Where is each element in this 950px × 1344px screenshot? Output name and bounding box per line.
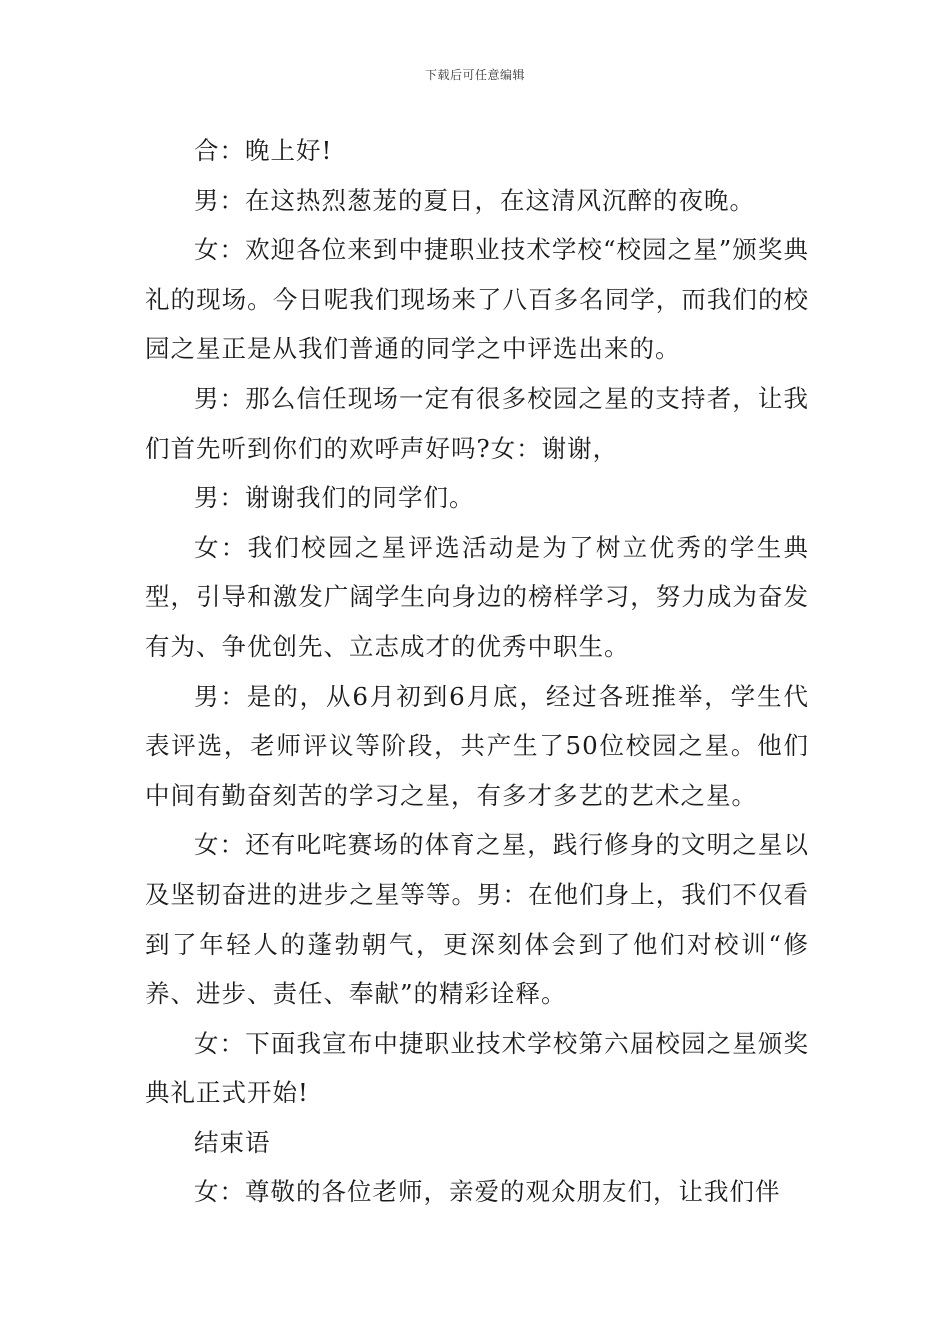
paragraph: 女：下面我宣布中捷职业技术学校第六届校园之星颁奖典礼正式开始! — [145, 1028, 809, 1108]
paragraph: 女：还有叱咤赛场的体育之星，践行修身的文明之星以及坚韧奋进的进步之星等等。男：在他们身上，我们不仅看到了年轻人的蓬勃朝气，更深刻体会到了他们对校训“修养、进步、责任、奉献”的精彩诠释。 — [145, 830, 809, 1009]
section-heading: 结束语 — [194, 1127, 271, 1157]
paragraph: 男：谢谢我们的同学们。 — [194, 483, 475, 513]
paragraph: 女：尊敬的各位老师，亲爱的观众朋友们，让我们伴 — [194, 1177, 781, 1207]
paragraph: 男：那么信任现场一定有很多校园之星的支持者，让我们首先听到你们的欢呼声好吗?女：谢谢， — [145, 383, 809, 463]
paragraph: 女：我们校园之星评选活动是为了树立优秀的学生典型，引导和激发广阔学生向身边的榜样学习，努力成为奋发有为、争优创先、立志成才的优秀中职生。 — [145, 532, 809, 661]
paragraph: 女：欢迎各位来到中捷职业技术学校“校园之星”颁奖典礼的现场。今日呢我们现场来了八百多名同学，而我们的校园之星正是从我们普通的同学之中评选出来的。 — [145, 235, 809, 364]
page-header-note: 下载后可任意编辑 — [424, 68, 525, 82]
paragraph: 合：晚上好! — [194, 136, 333, 165]
document-body — [145, 126, 809, 1217]
paragraph: 男：在这热烈葱茏的夏日，在这清风沉醉的夜晚。 — [194, 185, 755, 215]
paragraph: 男：是的，从6月初到6月底，经过各班推举，学生代表评选，老师评议等阶段，共产生了50位校园之星。他们中间有勤奋刻苦的学习之星，有多才多艺的艺术之星。 — [145, 681, 809, 810]
